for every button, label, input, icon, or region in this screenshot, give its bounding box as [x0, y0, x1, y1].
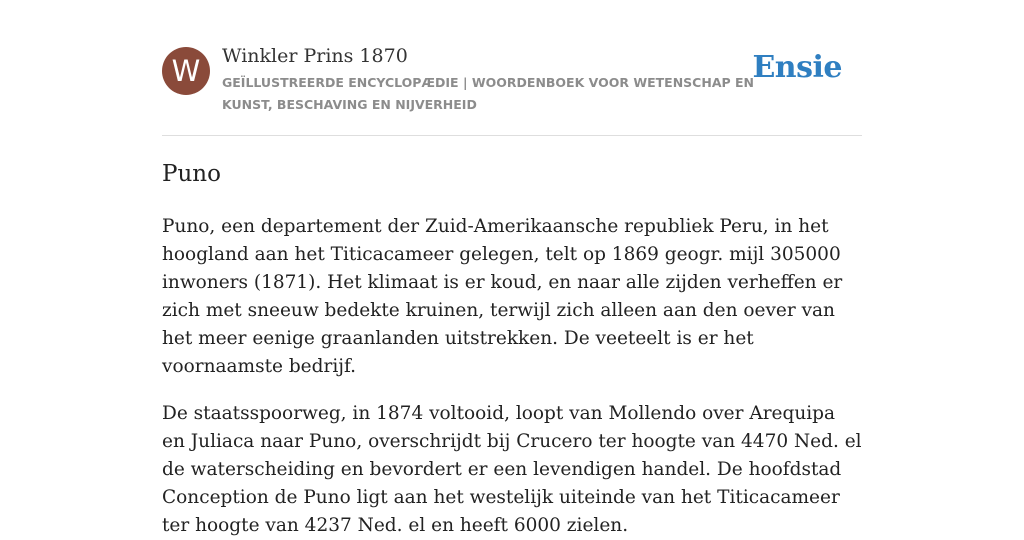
book-title[interactable]: Winkler Prins 1870: [222, 45, 408, 67]
book-subtitle: GEÏLLUSTREERDE ENCYCLOPÆDIE | WOORDENBOEK VOOR WETENSCHAP EN KUNST, BESCHAVING EN NIJVERHEID: [222, 75, 755, 112]
entry-paragraph: De staatsspoorweg, in 1874 voltooid, loopt van Mollendo over Arequipa en Juliaca naar Puno, overschrijdt bij Crucero ter hoogte van 4470 Ned. el de waterscheiding en bevordert er een levendigen handel. De hoofdstad Conception de Puno ligt aan het westelijk uiteinde van het Titicacameer ter hoogte van 4237 Ned. el en heeft 6000 zielen.: [162, 403, 862, 536]
entry-title: Puno: [162, 161, 221, 187]
ensie-logo[interactable]: Ensie: [752, 50, 842, 85]
page: [162, 0, 862, 540]
entry-paragraph: Puno, een departement der Zuid-Amerikaansche republiek Peru, in het hoogland aan het Titicacameer gelegen, telt op 1869 geogr. mijl 305000 inwoners (1871). Het klimaat is er koud, en naar alle zijden verheffen er zich met sneeuw bedekte kruinen, terwijl zich alleen aan den oever van het meer eenige graanlanden uitstrekken. De veeteelt is er het voornaamste bedrijf.: [162, 216, 843, 377]
avatar[interactable]: W: [162, 47, 210, 95]
header: [162, 0, 862, 136]
